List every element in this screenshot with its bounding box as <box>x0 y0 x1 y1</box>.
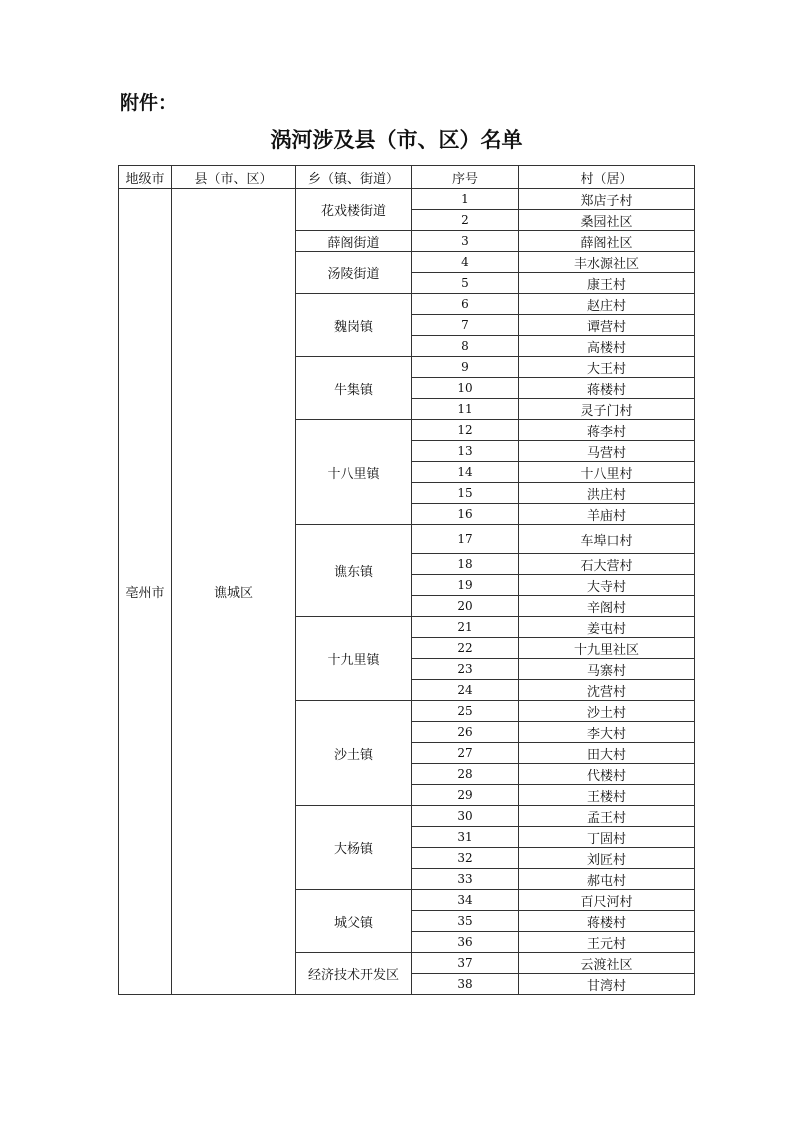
village-cell: 沙土村 <box>519 701 695 722</box>
serial-number-cell: 6 <box>412 294 519 315</box>
header-county: 县（市、区） <box>172 166 296 189</box>
township-cell: 经济技术开发区 <box>296 953 412 995</box>
prefecture-city-cell: 亳州市 <box>119 189 172 995</box>
village-cell: 郑店子村 <box>519 189 695 210</box>
serial-number-cell: 35 <box>412 911 519 932</box>
serial-number-cell: 31 <box>412 827 519 848</box>
header-township: 乡（镇、街道） <box>296 166 412 189</box>
serial-number-cell: 37 <box>412 953 519 974</box>
serial-number-cell: 14 <box>412 462 519 483</box>
serial-number-cell: 24 <box>412 680 519 701</box>
header-prefecture-city: 地级市 <box>119 166 172 189</box>
village-cell: 沈营村 <box>519 680 695 701</box>
serial-number-cell: 28 <box>412 764 519 785</box>
village-cell: 大王村 <box>519 357 695 378</box>
township-cell: 大杨镇 <box>296 806 412 890</box>
village-cell: 王元村 <box>519 932 695 953</box>
township-cell: 沙土镇 <box>296 701 412 806</box>
serial-number-cell: 13 <box>412 441 519 462</box>
village-cell: 谭营村 <box>519 315 695 336</box>
serial-number-cell: 29 <box>412 785 519 806</box>
village-cell: 灵子门村 <box>519 399 695 420</box>
serial-number-cell: 15 <box>412 483 519 504</box>
village-cell: 赵庄村 <box>519 294 695 315</box>
serial-number-cell: 11 <box>412 399 519 420</box>
serial-number-cell: 3 <box>412 231 519 252</box>
township-cell: 十八里镇 <box>296 420 412 525</box>
village-cell: 蒋李村 <box>519 420 695 441</box>
village-cell: 十八里村 <box>519 462 695 483</box>
village-cell: 马营村 <box>519 441 695 462</box>
village-cell: 羊庙村 <box>519 504 695 525</box>
village-cell: 大寺村 <box>519 575 695 596</box>
table-header-row <box>119 166 695 189</box>
county-cell: 谯城区 <box>172 189 296 995</box>
serial-number-cell: 34 <box>412 890 519 911</box>
village-cell: 云渡社区 <box>519 953 695 974</box>
serial-number-cell: 26 <box>412 722 519 743</box>
serial-number-cell: 32 <box>412 848 519 869</box>
village-cell: 蒋楼村 <box>519 911 695 932</box>
village-cell: 洪庄村 <box>519 483 695 504</box>
serial-number-cell: 16 <box>412 504 519 525</box>
table-row <box>119 189 695 210</box>
serial-number-cell: 2 <box>412 210 519 231</box>
township-cell: 魏岗镇 <box>296 294 412 357</box>
serial-number-cell: 1 <box>412 189 519 210</box>
village-cell: 康王村 <box>519 273 695 294</box>
township-cell: 城父镇 <box>296 890 412 953</box>
header-serial-number: 序号 <box>412 166 519 189</box>
serial-number-cell: 19 <box>412 575 519 596</box>
serial-number-cell: 17 <box>412 525 519 554</box>
document-title: 涡河涉及县（市、区）名单 <box>270 128 523 152</box>
attachment-label: 附件： <box>120 92 178 114</box>
village-cell: 代楼村 <box>519 764 695 785</box>
township-cell: 薛阁街道 <box>296 231 412 252</box>
serial-number-cell: 23 <box>412 659 519 680</box>
township-cell: 十九里镇 <box>296 617 412 701</box>
village-roster-table <box>118 165 695 995</box>
serial-number-cell: 7 <box>412 315 519 336</box>
village-cell: 郝屯村 <box>519 869 695 890</box>
serial-number-cell: 30 <box>412 806 519 827</box>
village-cell: 百尺河村 <box>519 890 695 911</box>
serial-number-cell: 18 <box>412 554 519 575</box>
village-cell: 丰水源社区 <box>519 252 695 273</box>
serial-number-cell: 9 <box>412 357 519 378</box>
table-body <box>119 189 695 995</box>
village-cell: 马寨村 <box>519 659 695 680</box>
village-cell: 姜屯村 <box>519 617 695 638</box>
serial-number-cell: 10 <box>412 378 519 399</box>
serial-number-cell: 4 <box>412 252 519 273</box>
serial-number-cell: 33 <box>412 869 519 890</box>
serial-number-cell: 21 <box>412 617 519 638</box>
village-cell: 桑园社区 <box>519 210 695 231</box>
village-cell: 车埠口村 <box>519 525 695 554</box>
village-cell: 李大村 <box>519 722 695 743</box>
village-cell: 蒋楼村 <box>519 378 695 399</box>
serial-number-cell: 20 <box>412 596 519 617</box>
village-cell: 薛阁社区 <box>519 231 695 252</box>
village-cell: 丁固村 <box>519 827 695 848</box>
serial-number-cell: 25 <box>412 701 519 722</box>
serial-number-cell: 5 <box>412 273 519 294</box>
serial-number-cell: 27 <box>412 743 519 764</box>
village-cell: 刘匠村 <box>519 848 695 869</box>
village-cell: 石大营村 <box>519 554 695 575</box>
serial-number-cell: 12 <box>412 420 519 441</box>
serial-number-cell: 38 <box>412 974 519 995</box>
serial-number-cell: 36 <box>412 932 519 953</box>
village-cell: 田大村 <box>519 743 695 764</box>
township-cell: 谯东镇 <box>296 525 412 617</box>
village-cell: 十九里社区 <box>519 638 695 659</box>
serial-number-cell: 8 <box>412 336 519 357</box>
village-cell: 王楼村 <box>519 785 695 806</box>
township-cell: 汤陵街道 <box>296 252 412 294</box>
serial-number-cell: 22 <box>412 638 519 659</box>
township-cell: 牛集镇 <box>296 357 412 420</box>
header-village: 村（居） <box>519 166 695 189</box>
village-cell: 高楼村 <box>519 336 695 357</box>
village-cell: 甘湾村 <box>519 974 695 995</box>
village-cell: 孟王村 <box>519 806 695 827</box>
township-cell: 花戏楼街道 <box>296 189 412 231</box>
village-cell: 辛阁村 <box>519 596 695 617</box>
